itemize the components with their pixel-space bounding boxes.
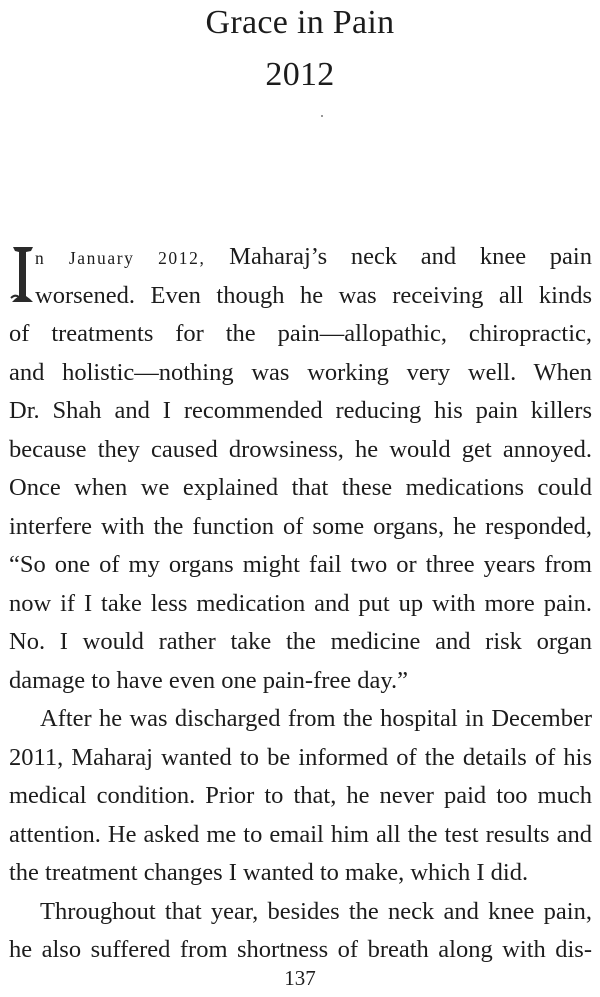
- body-text: [9, 238, 592, 970]
- text-line: n January 2012, Maharaj’s neck and knee pain: [35, 243, 592, 270]
- text-line: and holistic—nothing was working very well. When: [9, 358, 592, 386]
- text-line: Once when we explained that these medications could: [9, 474, 592, 501]
- text-line: medical condition. Prior to that, he never paid too much: [9, 782, 592, 809]
- chapter-title: Grace in Pain: [205, 4, 395, 41]
- text-line: damage to have even one pain-free day.”: [9, 666, 409, 694]
- text-line: 2011, Maharaj wanted to be informed of the details of his: [9, 743, 592, 771]
- ornament-dot: [321, 115, 323, 117]
- page-number: 137: [284, 966, 316, 990]
- text-line: Throughout that year, besides the neck and knee pain,: [40, 897, 592, 925]
- text-line: the treatment changes I wanted to make, which I did.: [9, 859, 529, 886]
- chapter-year: 2012: [265, 56, 335, 93]
- text-line: Dr. Shah and I recommended reducing his pain killers: [9, 397, 592, 424]
- text-line: of treatments for the pain—allopathic, chiropractic,: [9, 320, 592, 347]
- text-line: because they caused drowsiness, he would get annoyed.: [9, 435, 592, 463]
- text-line: “So one of my organs might fail two or three years from: [9, 551, 592, 578]
- text-line: worsened. Even though he was receiving all kinds: [35, 281, 592, 309]
- small-caps-opening: n January 2012,: [35, 248, 206, 268]
- text-line: After he was discharged from the hospital in December: [40, 705, 592, 732]
- text-line: attention. He asked me to email him all the test results and: [9, 820, 592, 848]
- text-line: interfere with the function of some organs, he responded,: [9, 512, 592, 540]
- text-line: he also suffered from shortness of breath along with dis-: [9, 936, 592, 963]
- text-line: now if I take less medication and put up with more pain.: [9, 589, 592, 617]
- text-line: No. I would rather take the medicine and risk organ: [9, 628, 592, 655]
